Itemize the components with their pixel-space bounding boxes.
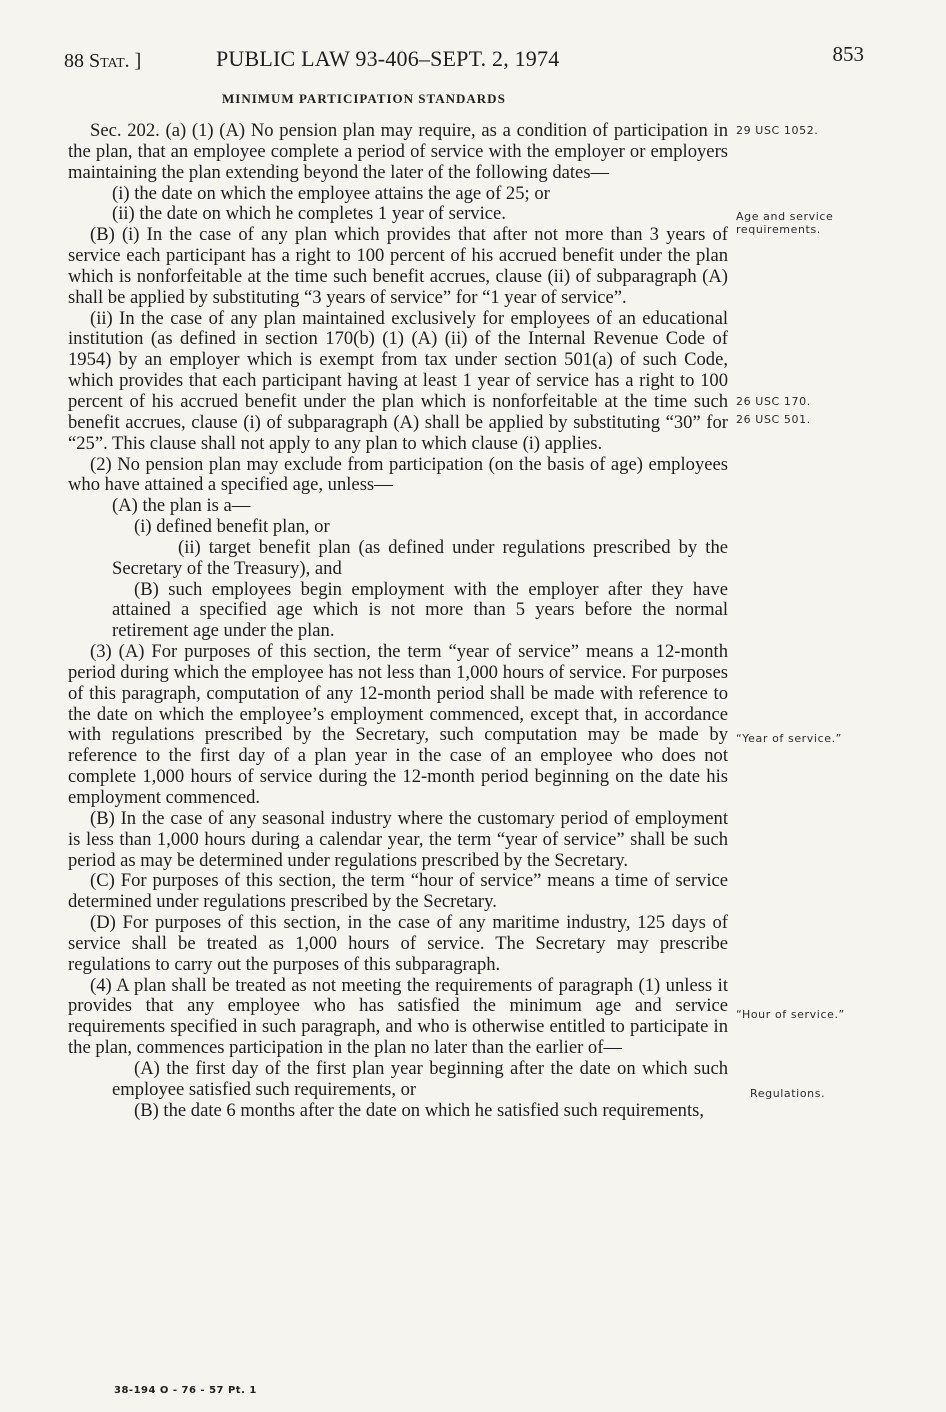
- page-number: 853: [832, 42, 864, 66]
- statute-volume: 88 Stat. ]: [64, 50, 142, 72]
- margin-note-26-usc-501: 26 USC 501.: [736, 413, 811, 426]
- paragraph-3-D: (D) For purposes of this section, in the case of any maritime industry, 125 days of service shall be treated as 1,000 hours of service. The Secretary may prescribe regulations to carry out the purposes of this subparagraph.: [68, 912, 728, 975]
- paragraph-3-C: (C) For purposes of this section, the term “hour of service” means a time of service determined under regulations prescribed by the Secretary.: [68, 870, 728, 913]
- paragraph-B-i: (B) (i) In the case of any plan which provides that after not more than 3 years of service each participant has a right to 100 percent of his accrued benefit under the plan which is nonforfeitable at the time such benefit accrues, clause (ii) of subparagraph (A) shall be applied by substituting “3 years of service” for “1 year of service”.: [68, 224, 728, 308]
- paragraph-B-ii: (ii) In the case of any plan maintained exclusively for employees of an educational institution (as defined in section 170(b) (1) (A) (ii) of the Internal Revenue Code of 1954) by an employer which is exempt from tax under section 501(a) of such Code, which provides that each participant having at least 1 year of service has a right to 100 percent of his accrued benefit under the plan which is nonforfeitable at the time such benefit accrues, clause (i) of subparagraph (A) shall be applied by substituting “30” for “25”. This clause shall not apply to any plan to which clause (i) applies.: [68, 307, 728, 454]
- margin-note-age-service: Age and service requirements.: [736, 210, 834, 236]
- footer-printing-code: 38-194 O - 76 - 57 Pt. 1: [114, 1385, 257, 1396]
- paragraph-4-A: (A) the first day of the first plan year beginning after the date on which such employee satisfied such requirements, or: [112, 1057, 728, 1100]
- paragraph-2-A-i: (i) defined benefit plan, or: [134, 516, 330, 538]
- body-text: [68, 121, 728, 1122]
- paragraph-3-A: (3) (A) For purposes of this section, the term “year of service” means a 12-month period during which the employee has not less than 1,000 hours of service. For purposes of this paragraph, computation of any 12-month period shall be made with reference to the date on which the employee’s employment commenced, except that, in accordance with regulations prescribed by the Secretary, such computation may be made by reference to the first day of a plan year in the case of an employee who does not complete 1,000 hours of service during the 12-month period beginning on the date his employment commenced.: [68, 641, 728, 808]
- paragraph-2: (2) No pension plan may exclude from participation (on the basis of age) employees who have attained a specified age, unless—: [68, 453, 728, 496]
- section-heading: MINIMUM PARTICIPATION STANDARDS: [222, 91, 506, 106]
- paragraph-2-A-ii: (ii) target benefit plan (as defined under regulations prescribed by the Secretary of the Treasury), and: [112, 536, 728, 579]
- paragraph-sec-202-a-1-A: Sec. 202. (a) (1) (A) No pension plan may require, as a condition of participation in the plan, that an employee complete a period of service with the employer or employers maintaining the plan extending beyond the later of the following dates—: [68, 120, 728, 183]
- margin-note-year-of-service: “Year of service.”: [736, 732, 842, 745]
- margin-note-26-usc-170: 26 USC 170.: [736, 395, 811, 408]
- paragraph-3-B: (B) In the case of any seasonal industry where the customary period of employment is less than 1,000 hours during a calendar year, the term “year of service” shall be such period as may be determined under regulations prescribed by the Secretary.: [68, 807, 728, 871]
- paragraph-clause-ii: (ii) the date on which he completes 1 year of service.: [112, 203, 506, 225]
- margin-note-29-usc-1052: 29 USC 1052.: [736, 124, 819, 137]
- paragraph-clause-i: (i) the date on which the employee attains the age of 25; or: [112, 182, 550, 204]
- paragraph-4-B: (B) the date 6 months after the date on which he satisfied such requirements,: [134, 1099, 705, 1121]
- page-header: [64, 42, 864, 76]
- paragraph-4: (4) A plan shall be treated as not meeting the requirements of paragraph (1) unless it provides that any employee who has satisfied the minimum age and service requirements specified in such paragraph, and who is otherwise entitled to participate in the plan, commences participation in the plan no later than the earlier of—: [68, 974, 728, 1059]
- running-title: PUBLIC LAW 93-406–SEPT. 2, 1974: [216, 46, 560, 71]
- margin-note-hour-of-service: “Hour of service.”: [736, 1008, 845, 1021]
- paragraph-2-A: (A) the plan is a—: [112, 495, 251, 517]
- margin-note-regulations: Regulations.: [750, 1087, 826, 1100]
- paragraph-2-B: (B) such employees begin employment with the employer after they have attained a specified age which is not more than 5 years before the normal retirement age under the plan.: [112, 578, 728, 642]
